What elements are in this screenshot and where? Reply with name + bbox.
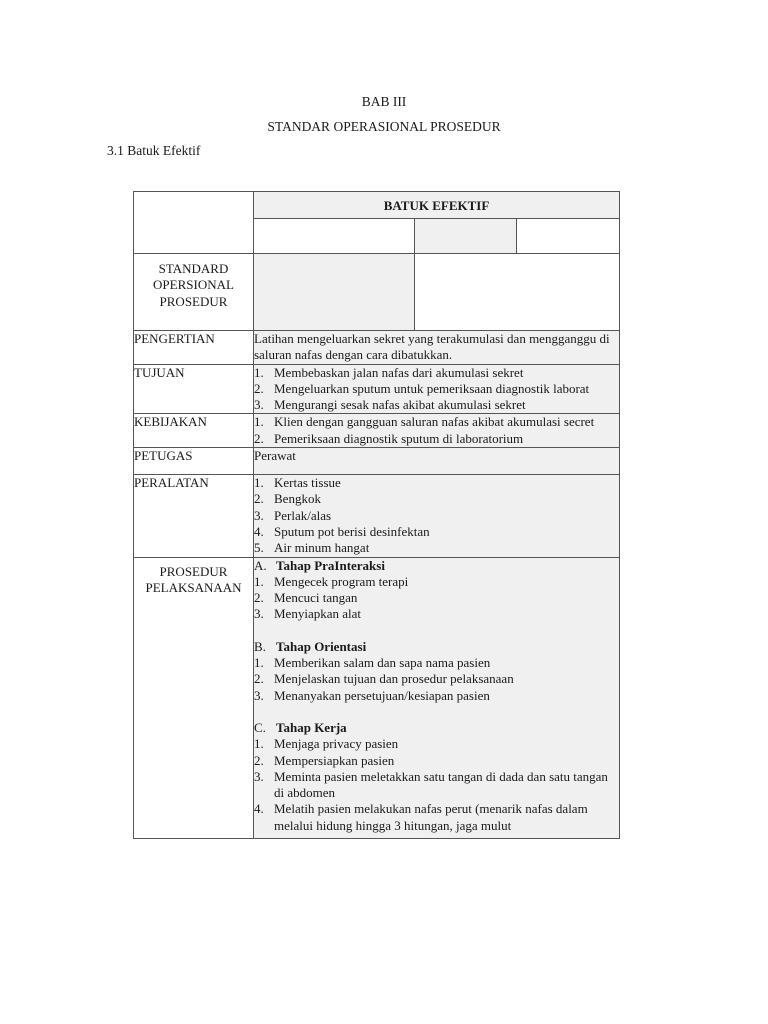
kebijakan-content [254, 414, 620, 448]
list-item: 3. Meminta pasien meletakkan satu tangan di dada dan satu tangan di abdomen [254, 768, 608, 801]
sop-table [133, 191, 620, 839]
prosedur-label: PROSEDUR PELAKSANAAN [134, 557, 254, 838]
list-item: 2. Menjelaskan tujuan dan prosedur pelaksanaan [254, 671, 514, 687]
prosedur-content [254, 557, 620, 838]
list-item: 3. Mengurangi sesak nafas akibat akumulasi sekret [254, 397, 526, 413]
list-item: 4. Sputum pot berisi desinfektan [254, 523, 430, 539]
logo-cell [134, 192, 254, 254]
blank-cell [415, 219, 517, 254]
section-heading: 3.1 Batuk Efektif [107, 143, 201, 158]
chapter-heading: BAB III [361, 94, 407, 109]
list-item: 2. Pemeriksaan diagnostik sputum di laboratorium [254, 430, 524, 446]
petugas-text: Perawat [254, 448, 620, 475]
list-item: 2. Bengkok [254, 491, 321, 507]
list-item: 3. Menyiapkan alat [254, 606, 361, 622]
table-title: BATUK EFEKTIF [254, 192, 620, 219]
peralatan-label: PERALATAN [134, 475, 254, 557]
kebijakan-label: KEBIJAKAN [134, 414, 254, 448]
list-item: 1. Mengecek program terapi [254, 573, 409, 589]
list-item: 1. Menjaga privacy pasien [254, 736, 399, 752]
list-item: 1. Memberikan salam dan sapa nama pasien [254, 655, 491, 671]
list-item: 1. Kertas tissue [254, 475, 341, 491]
pengertian-text: Latihan mengeluarkan sekret yang terakumulasi dan mengganggu di saluran nafas dengan cara dibatukkan. [254, 331, 620, 365]
list-item: 1. Klien dengan gangguan saluran nafas akibat akumulasi secret [254, 414, 595, 430]
document-title: STANDAR OPERASIONAL PROSEDUR [267, 119, 501, 134]
blank-cell [415, 254, 620, 331]
petugas-label: PETUGAS [134, 448, 254, 475]
list-item: 2. Mencuci tangan [254, 590, 358, 606]
list-item: 2. Mengeluarkan sputum untuk pemeriksaan diagnostik laborat [254, 380, 590, 396]
pengertian-label: PENGERTIAN [134, 331, 254, 365]
sop-label: STANDARD OPERSIONAL PROSEDUR [134, 254, 254, 331]
list-item: 4. Melatih pasien melakukan nafas perut (menarik nafas dalam melalui hidung hingga 3 hitungan, jaga mulut [254, 801, 588, 833]
stage-title: C. Tahap Kerja [254, 719, 347, 735]
stage-title: A. Tahap PraInteraksi [254, 557, 385, 573]
blank-cell [254, 254, 415, 331]
list-item: 3. Perlak/alas [254, 507, 332, 523]
blank-cell [254, 219, 415, 254]
list-item: 5. Air minum hangat [254, 540, 370, 556]
stage-title: B. Tahap Orientasi [254, 638, 367, 654]
list-item: 3. Menanyakan persetujuan/kesiapan pasien [254, 687, 490, 703]
blank-cell [517, 219, 620, 254]
tujuan-label: TUJUAN [134, 364, 254, 414]
list-item: 1. Membebaskan jalan nafas dari akumulasi sekret [254, 364, 524, 380]
list-item: 2. Mempersiapkan pasien [254, 752, 395, 768]
tujuan-content [254, 364, 620, 414]
peralatan-content [254, 475, 620, 557]
